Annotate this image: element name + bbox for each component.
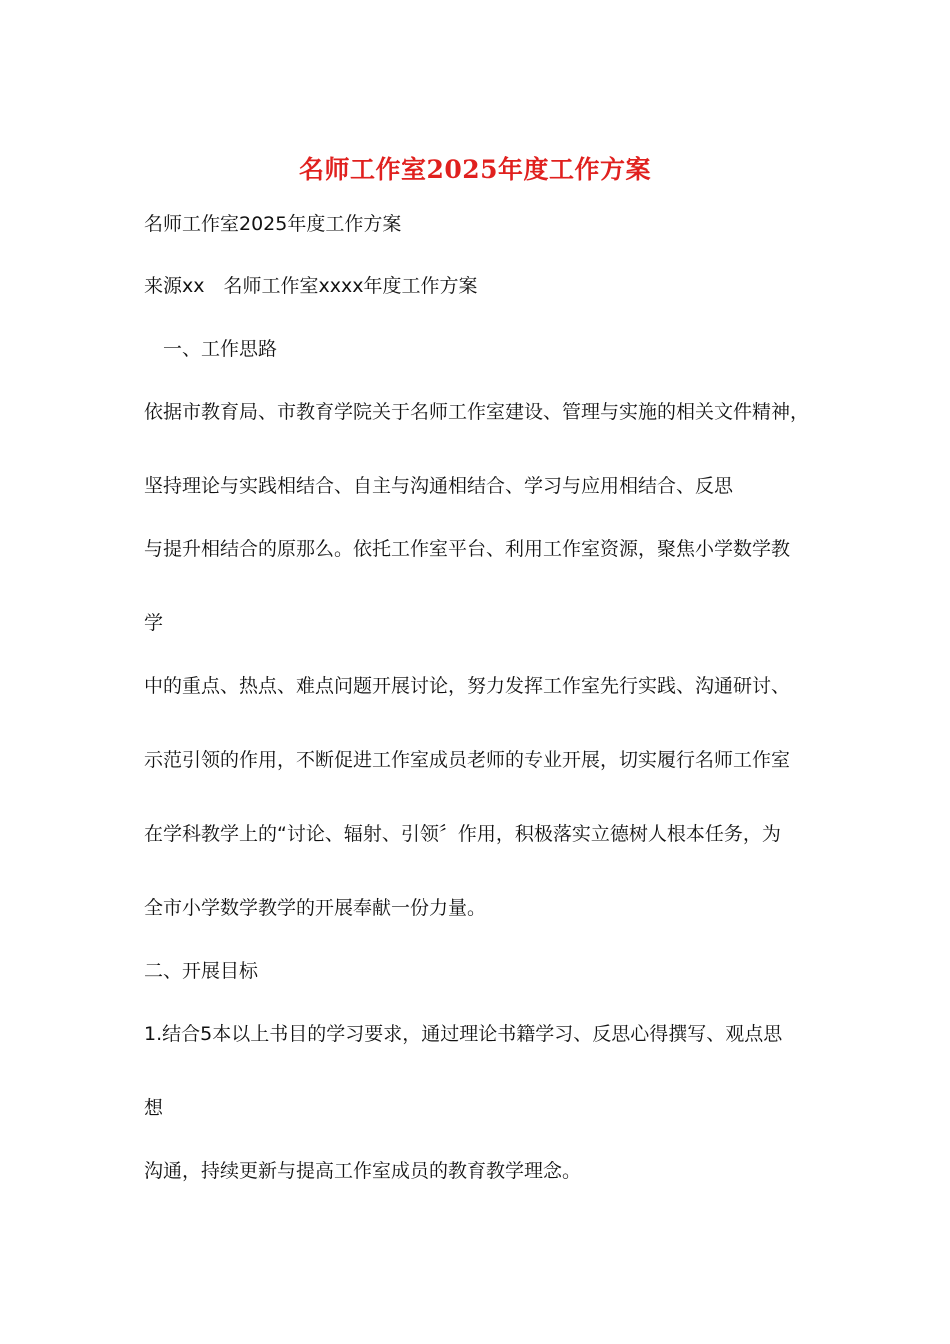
paragraph-line: 中的重点、热点、难点问题开展讨论，努力发挥工作室先行实践、沟通研讨、 [144, 675, 791, 697]
paragraph-line: 1.结合5本以上书目的学习要求，通过理论书籍学习、反思心得撰写、观点思 [144, 1023, 783, 1045]
paragraph-line: 示范引领的作用，不断促进工作室成员老师的专业开展，切实履行名师工作室 [144, 749, 791, 771]
paragraph-line: 学 [144, 612, 164, 634]
section-heading-2: 二、开展目标 [144, 960, 259, 982]
paragraph-line: 在学科教学上的“讨论、辐射、引领〞作用，积极落实立德树人根本任务，为 [144, 823, 781, 845]
paragraph-line: 坚持理论与实践相结合、自主与沟通相结合、学习与应用相结合、反思 [144, 475, 734, 497]
source-line: 来源xx 名师工作室xxxx年度工作方案 [144, 275, 478, 297]
section-heading-1: 一、工作思路 [144, 338, 278, 360]
paragraph-line: 沟通，持续更新与提高工作室成员的教育教学理念。 [144, 1160, 582, 1182]
subtitle-line: 名师工作室2025年度工作方案 [144, 213, 402, 235]
paragraph-line: 想 [144, 1097, 164, 1119]
paragraph-line: 依据市教育局、市教育学院关于名师工作室建设、管理与实施的相关文件精神， [144, 401, 810, 423]
paragraph-line: 全市小学数学教学的开展奉献一份力量。 [144, 897, 487, 919]
document-title: 名师工作室2025年度工作方案 [298, 155, 652, 184]
paragraph-line: 与提升相结合的原那么。依托工作室平台、利用工作室资源，聚焦小学数学教 [144, 538, 791, 560]
